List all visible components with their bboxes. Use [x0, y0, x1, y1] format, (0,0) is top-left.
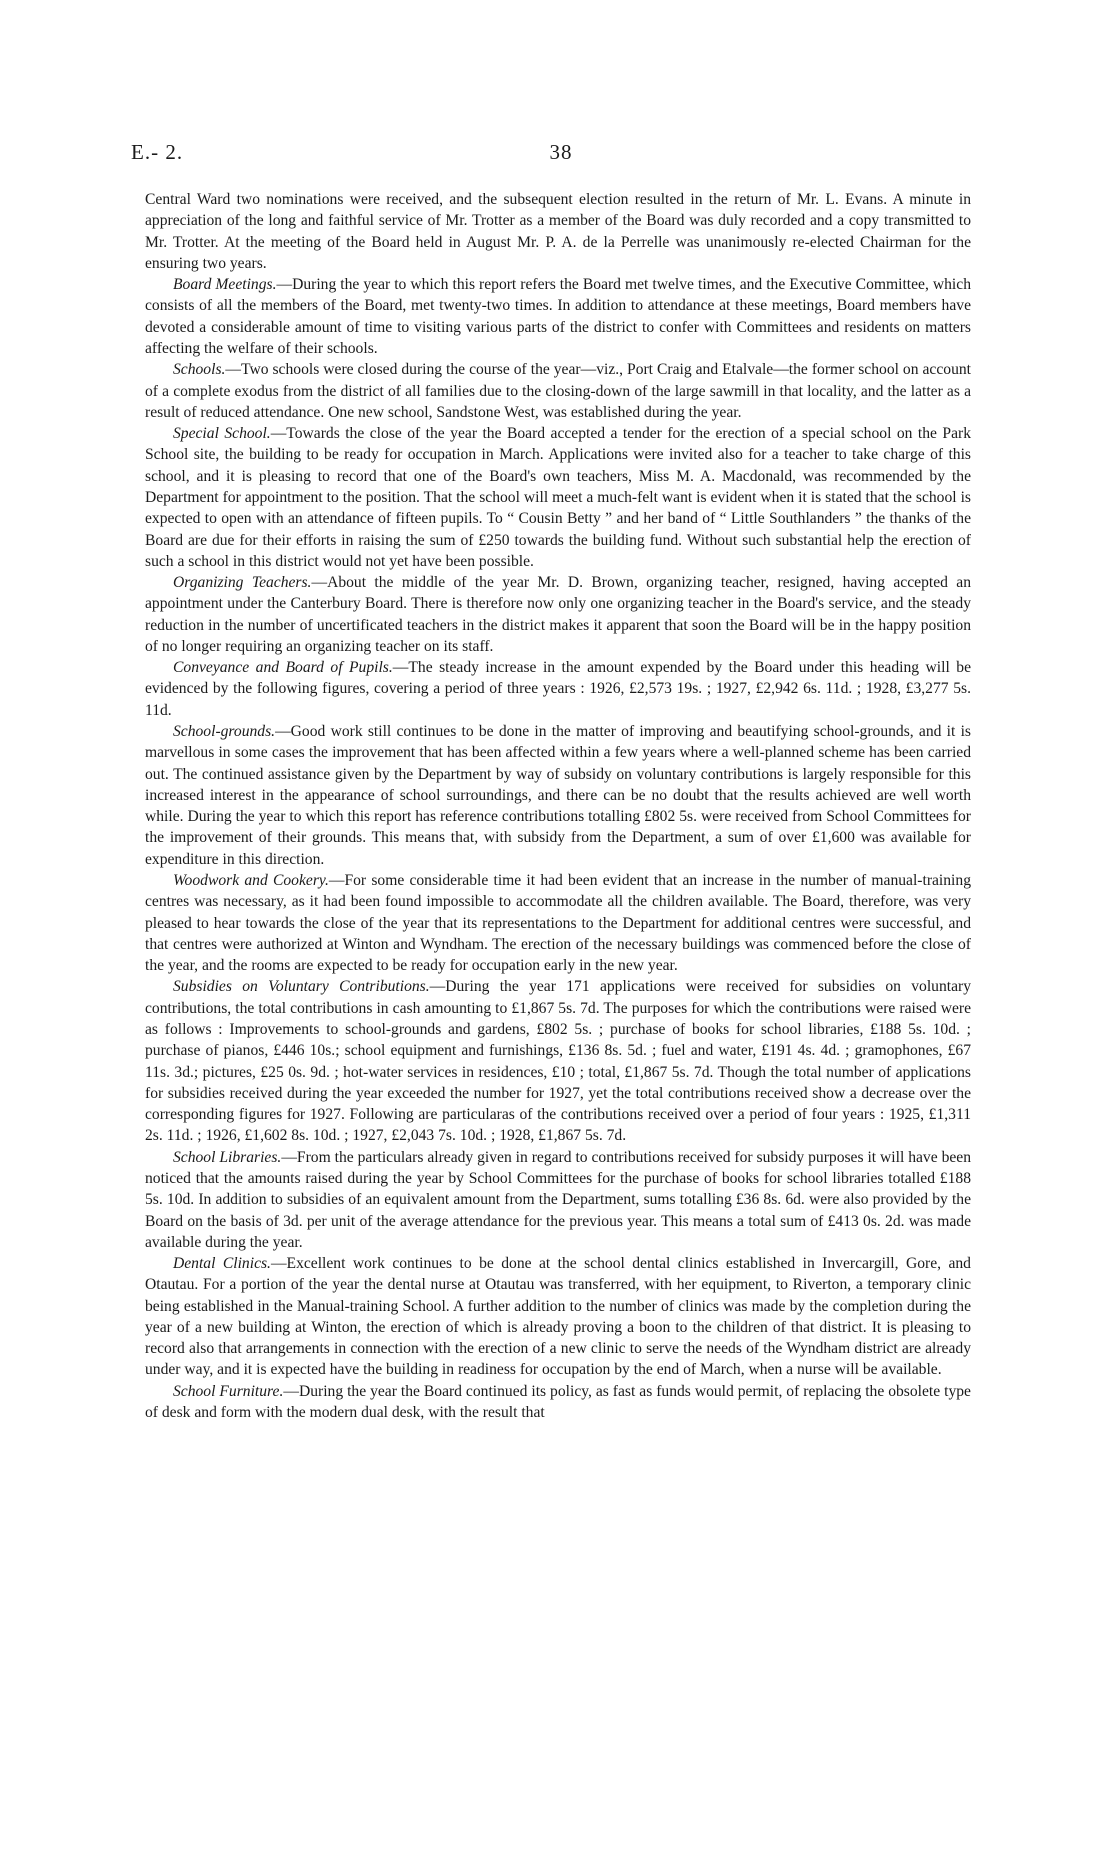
paragraph-school-grounds [145, 721, 971, 870]
paragraph-board-meetings [145, 274, 971, 359]
paragraph-central-ward [145, 189, 971, 274]
paragraph-heading: Schools. [173, 361, 226, 379]
paragraph-heading: Special School. [173, 425, 271, 443]
paragraph-school-libraries [145, 1147, 971, 1253]
paragraph-text: —During the year to which this report refers the Board met twelve times, and the Executive Committee, which consists of all the members of the Board, met twenty-two times. In addition to attendance at these meetings, Board members have devoted a considerable amount of time to visiting various parts of the district to confer with Committees and residents on matters affecting the welfare of their schools. [145, 276, 971, 357]
paragraph-text: —Two schools were closed during the course of the year—viz., Port Craig and Etalvale—the former school on account of a complete exodus from the district of all families due to the closing-down of the large sawmill in that locality, and the latter as a result of reduced attendance. One new school, Sandstone West, was established during the year. [145, 361, 971, 421]
paragraph-schools [145, 359, 971, 423]
paragraph-heading: School-grounds. [173, 723, 276, 741]
paragraph-heading: School Furniture. [173, 1382, 284, 1400]
paragraph-text: —From the particulars already given in regard to contributions received for subsidy purposes it will have been noticed that the amounts raised during the year by School Committees for the purchase of books for school libraries totalled £188 5s. 10d. In addition to subsidies of an equivalent amount from the Department, sums totalling £36 8s. 6d. were also provided by the Board on the basis of 3d. per unit of the average attendance for the previous year. This means a total sum of £413 0s. 2d. was made available during the year. [145, 1148, 972, 1251]
paragraph-heading: Subsidies on Voluntary Contributions. [173, 978, 430, 996]
paragraph-text: —Excellent work continues to be done at the school dental clinics established in Invercargill, Gore, and Otautau. For a portion of the year the dental nurse at Otautau was transferred, with her equipment, to Riverton, a temporary clinic being established in the Manual-training School. A further addition to the number of clinics was made by the completion during the year of a new building at Winton, the erection of which is already proving a boon to the children of that district. It is pleasing to record also that arrangements in connection with the erection of a new clinic to serve the needs of the Wyndham district are already under way, and it is expected have the building in readiness for occupation by the end of March, when a nurse will be available. [145, 1255, 971, 1379]
page-number: 38 [549, 140, 573, 164]
paragraph-text: —The steady increase in the amount expended by the Board under this heading will be evidenced by the following figures, covering a period of three years : 1926, £2,573 19s. ; 1927, £2,942 6s. 11d. ; 1928, £3,277 5s. 11d. [145, 659, 971, 719]
paragraph-text: —During the year 171 applications were received for subsidies on voluntary contributions, the total contributions in cash amounting to £1,867 5s. 7d. The purposes for which the contributions were raised were as follows : Improvements to school-grounds and gardens, £802 5s. ; purchase of books for school libraries, £188 5s. 10d. ; purchase of pianos, £446 10s.; school equipment and furnishings, £136 8s. 5d. ; fuel and water, £191 4s. 4d. ; gramophones, £67 11s. 3d.; pictures, £25 0s. 9d. ; hot-water services in residences, £10 ; total, £1,867 5s. 7d. Though the total number of applications for subsidies received during the year exceeded the number for 1927, yet the total contributions received show a decrease over the corresponding figures for 1927. Following are particularas of the contributions received over a period of four years : 1925, £1,311 2s. 11d. ; 1926, £1,602 8s. 10d. ; 1927, £2,043 7s. 10d. ; 1928, £1,867 5s. 7d. [145, 978, 971, 1145]
paragraph-text: —About the middle of the year Mr. D. Brown, organizing teacher, resigned, having accepted an appointment under the Canterbury Board. There is therefore now only one organizing teacher in the Board's service, and the steady reduction in the number of uncertificated teachers in the district makes it apparent that soon the Board will be in the happy position of no longer requiring an organizing teacher on its staff. [145, 574, 971, 655]
paragraph-woodwork-cookery [145, 870, 971, 976]
paragraph-school-furniture [145, 1381, 971, 1424]
paragraph-special-school [145, 423, 971, 572]
paragraph-text: —During the year the Board continued its policy, as fast as funds would permit, of replacing the obsolete type of desk and form with the modern dual desk, with the result that [145, 1382, 971, 1422]
page-header [131, 140, 983, 170]
paragraph-heading: Woodwork and Cookery. [173, 872, 329, 889]
paragraph-heading: Conveyance and Board of Pupils. [173, 659, 393, 677]
report-series-reference: E.- 2. [131, 140, 184, 164]
paragraph-heading: Organizing Teachers. [173, 574, 312, 592]
paragraph-dental-clinics [145, 1253, 971, 1381]
paragraph-heading: Board Meetings. [173, 276, 277, 294]
report-body [145, 189, 971, 1423]
paragraph-heading: Dental Clinics. [173, 1255, 271, 1273]
paragraph-organizing-teachers [145, 572, 971, 657]
paragraph-text: Central Ward two nominations were received, and the subsequent election resulted in the return of Mr. L. Evans. A minute in appreciation of the long and faithful service of Mr. Trotter as a member of the Board was duly recorded and a copy transmitted to Mr. Trotter. At the meeting of the Board held in August Mr. P. A. de la Perrelle was unanimously re-elected Chairman for the ensuring two years. [145, 191, 971, 272]
paragraph-text: —Towards the close of the year the Board accepted a tender for the erection of a special school on the Park School site, the building to be ready for occupation in March. Applications were invited also for a teacher to take charge of this school, and it is pleasing to record that one of the Board's own teachers, Miss M. A. Macdonald, was recommended by the Department for appointment to the position. That the school will meet a much-felt want is evident when it is stated that the school is expected to open with an attendance of fifteen pupils. To “ Cousin Betty ” and her band of “ Little Southlanders ” the thanks of the Board are due for their efforts in raising the sum of £250 towards the building fund. Without such substantial help the erection of such a school in this district would not yet have been possible. [145, 425, 972, 570]
paragraph-text: —Good work still continues to be done in the matter of improving and beautifying school-grounds, and it is marvellous in some cases the improvement that has been affected within a few years where a well-planned scheme has been carried out. The continued assistance given by the Department by way of subsidy on voluntary contributions is largely responsible for this increased interest in the appearance of school surroundings, and there can be no doubt that the results achieved are well worth while. During the year to which this report has reference contributions totalling £802 5s. were received from School Committees for the improvement of their grounds. This means that, with subsidy from the Department, a sum of over £1,600 was available for expenditure in this direction. [145, 723, 971, 868]
paragraph-subsidies [145, 976, 971, 1146]
paragraph-text: —For some considerable time it had been evident that an increase in the number of manual-training centres was necessary, as it had been found impossible to accommodate all the children available. The Board, therefore, was very pleased to hear towards the close of the year that its representations to the Department for additional centres were successful, and that centres were authorized at Winton and Wyndham. The erection of the necessary buildings was commenced before the close of the year, and the rooms are expected to be ready for occupation early in the new year. [145, 872, 971, 975]
paragraph-heading: School Libraries. [173, 1148, 282, 1166]
paragraph-conveyance [145, 657, 971, 721]
